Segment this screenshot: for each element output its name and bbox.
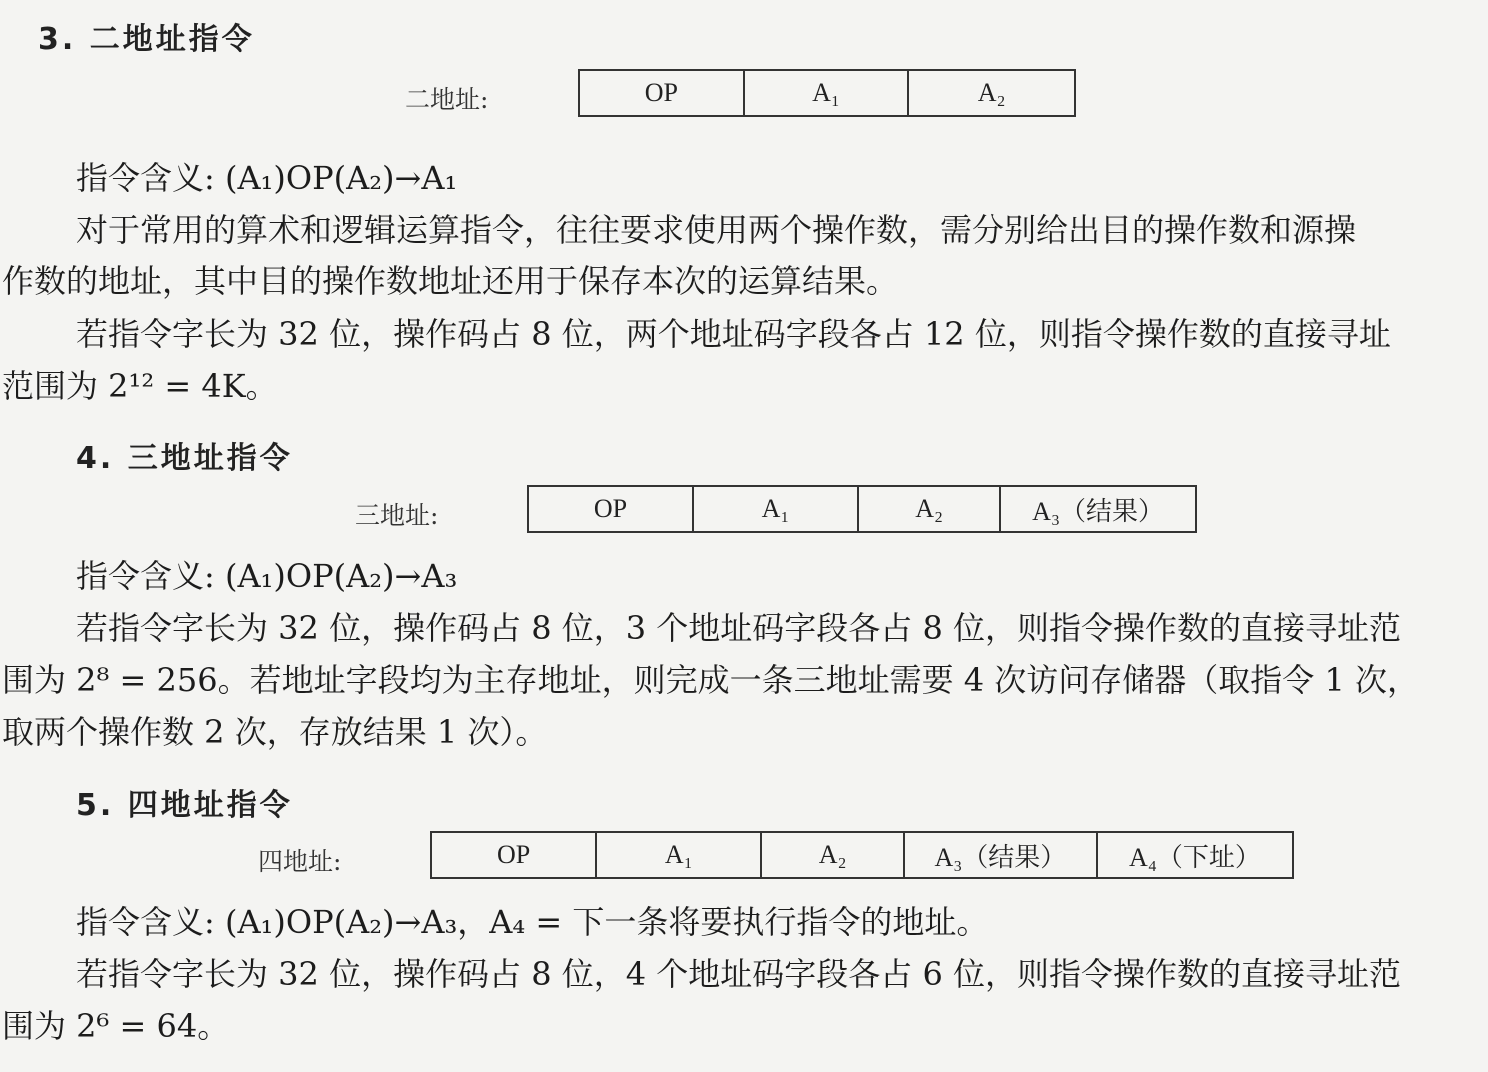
- field-a2: A₂: [977, 78, 1006, 107]
- field-a2: A₂: [859, 487, 1001, 531]
- field-op: OP: [529, 487, 694, 531]
- section-heading-4: 4. 三地址指令: [76, 441, 293, 476]
- field-a1: A₁: [597, 833, 762, 877]
- paragraph-3-line-2: 作数的地址，其中目的操作数地址还用于保存本次的运算结果。: [2, 262, 899, 300]
- field-a3-result: A₃（结果）: [905, 833, 1098, 877]
- paragraph-4-line-1: 若指令字长为 32 位，操作码占 8 位，3 个地址码字段各占 8 位，则指令操作数的直接寻址范: [76, 609, 1402, 647]
- field-op: OP: [432, 833, 597, 877]
- paragraph-4-line-3: 取两个操作数 2 次，存放结果 1 次）。: [2, 713, 548, 751]
- field-a3-result: A₃（结果）: [1032, 496, 1165, 526]
- section-heading-5: 5. 四地址指令: [76, 788, 293, 823]
- instruction-meaning-3: 指令含义: (A₁)OP(A₂)→A₁: [76, 159, 458, 197]
- field-a2: A₂: [762, 833, 904, 877]
- paragraph-3-line-3: 若指令字长为 32 位，操作码占 8 位，两个地址码字段各占 12 位，则指令操作数的直接寻址: [76, 315, 1391, 353]
- instruction-format-three-address: [527, 485, 1197, 533]
- format-label-four-address: 四地址:: [258, 847, 342, 876]
- paragraph-5-line-2: 围为 2⁶ = 64。: [2, 1007, 230, 1045]
- paragraph-3-line-4: 范围为 2¹² = 4K。: [2, 367, 278, 405]
- instruction-meaning-5: 指令含义: (A₁)OP(A₂)→A₃，A₄ = 下一条将要执行指令的地址。: [76, 903, 989, 941]
- instruction-format-two-address: [578, 69, 1076, 117]
- instruction-format-four-address: [430, 831, 1294, 879]
- format-label-two-address: 二地址:: [405, 85, 489, 114]
- field-op: OP: [580, 71, 745, 115]
- format-label-three-address: 三地址:: [355, 501, 439, 530]
- paragraph-5-line-1: 若指令字长为 32 位，操作码占 8 位，4 个地址码字段各占 6 位，则指令操作数的直接寻址范: [76, 955, 1402, 993]
- paragraph-4-line-2: 围为 2⁸ = 256。若地址字段均为主存地址，则完成一条三地址需要 4 次访问存储器（取指令 1 次，: [2, 661, 1420, 699]
- field-a1: A₁: [745, 71, 910, 115]
- field-a4-next-address: A₄（下址）: [1129, 842, 1261, 872]
- instruction-meaning-4: 指令含义: (A₁)OP(A₂)→A₃: [76, 557, 458, 595]
- paragraph-3-line-1: 对于常用的算术和逻辑运算指令，往往要求使用两个操作数，需分别给出目的操作数和源操: [76, 211, 1357, 249]
- field-a1: A₁: [694, 487, 859, 531]
- section-heading-3: 3. 二地址指令: [38, 22, 255, 57]
